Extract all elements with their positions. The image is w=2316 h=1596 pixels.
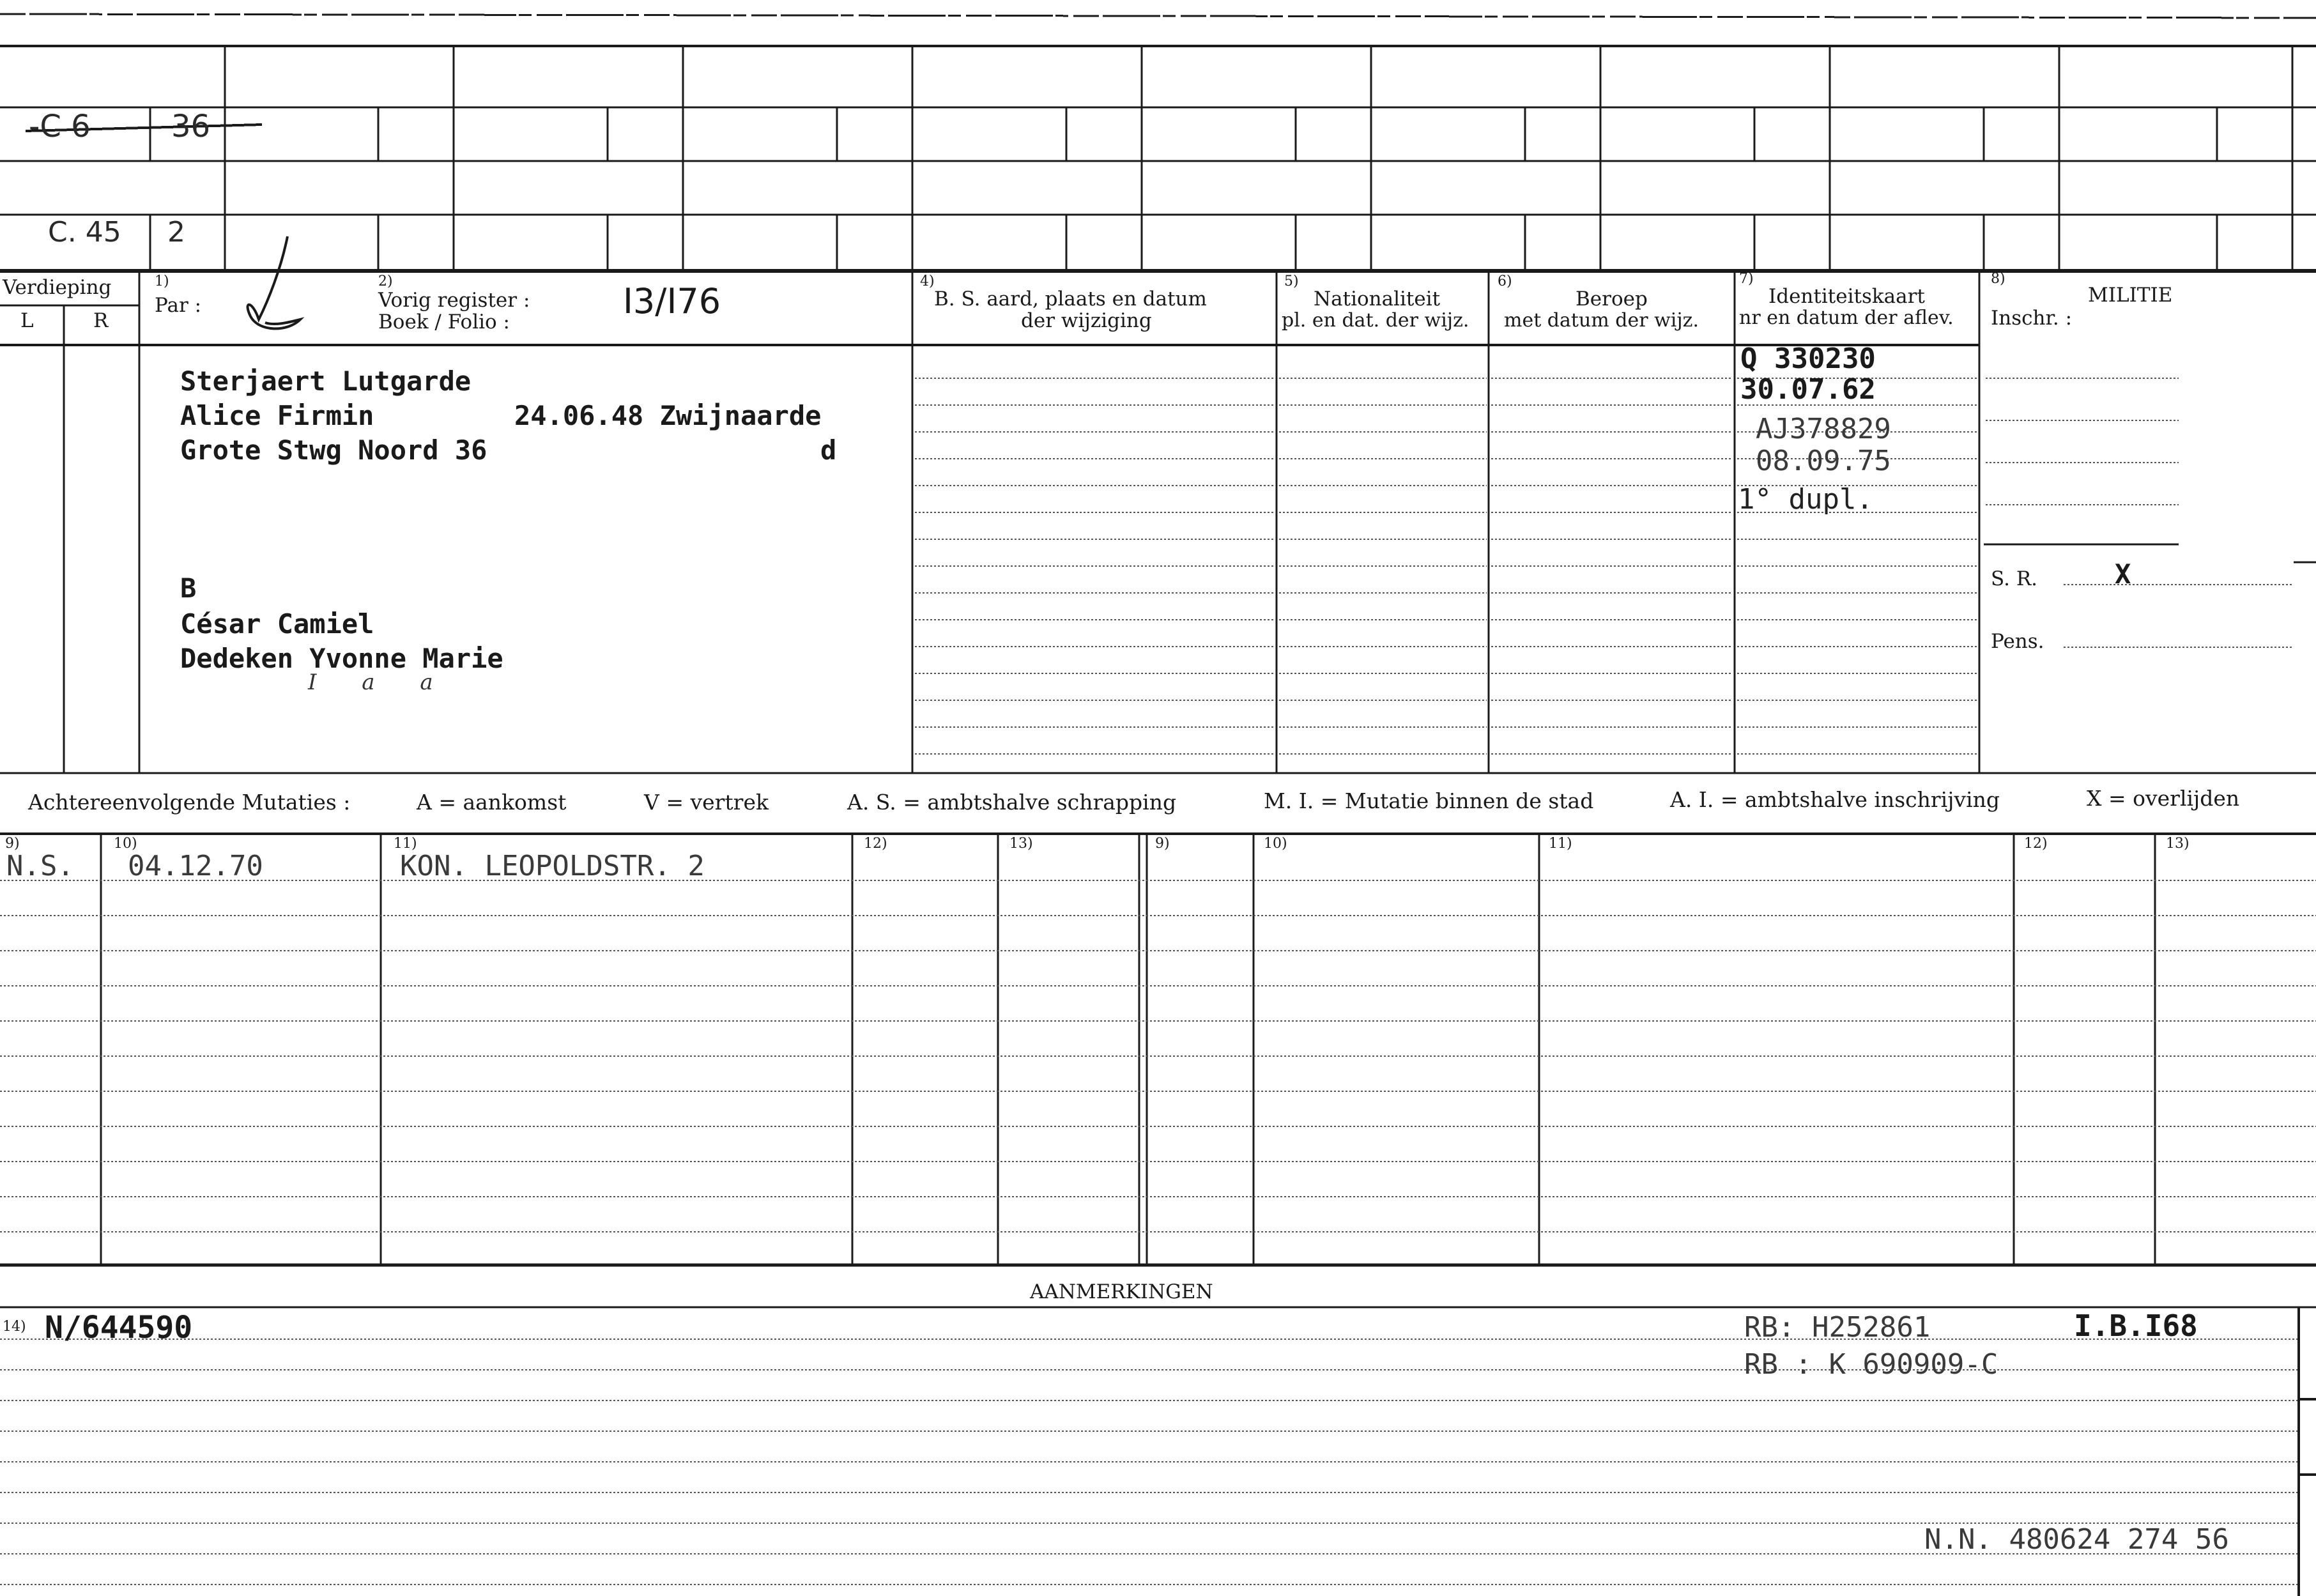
id-card-duplicate: 1° dupl. <box>1738 483 1873 516</box>
par-label: Par : <box>155 294 202 317</box>
remarks-reference: N/644590 <box>45 1310 193 1346</box>
id-card-date-1: 30.07.62 <box>1740 373 1876 406</box>
person-name-line2: Alice Firmin <box>180 400 374 431</box>
national-number: N.N. 480624 274 56 <box>1924 1523 2229 1556</box>
field-number-7: 7) <box>1739 271 1754 287</box>
mut-col-10-right: 10) <box>1264 836 1287 852</box>
mut-col-12-left: 12) <box>864 836 887 852</box>
mut-col-9-left: 9) <box>5 836 20 852</box>
mut-col-13-right: 13) <box>2166 836 2189 852</box>
aanmerkingen-title: AANMERKINGEN <box>1030 1280 1213 1303</box>
beroep-header-line1: Beroep <box>1576 288 1648 311</box>
top-grid-code-2: 36 <box>171 109 211 144</box>
remarks-rb-1: RB: H252861 <box>1744 1311 1931 1344</box>
identiteitskaart-header-line1: Identiteitskaart <box>1768 285 1925 308</box>
person-birth: 24.06.48 Zwijnaarde <box>514 400 822 431</box>
handwritten-marks: I a a <box>308 670 433 695</box>
person-mark-d: d <box>820 434 837 466</box>
legend-mutatie-binnen-stad: M. I. = Mutatie binnen de stad <box>1264 788 1594 813</box>
mut-col-11-right: 11) <box>1549 836 1572 852</box>
mut-col-10-left: 10) <box>114 836 137 852</box>
parents-b-label: B <box>180 572 197 604</box>
par-signature-mark <box>248 236 300 328</box>
mut-col-11-left: 11) <box>394 836 417 852</box>
field-number-14: 14) <box>3 1319 26 1335</box>
bs-header-line2: der wijziging <box>1021 309 1152 332</box>
floor-right-label: R <box>93 309 109 332</box>
legend-ambtshalve-schrapping: A. S. = ambtshalve schrapping <box>847 790 1177 815</box>
sr-value: X <box>2115 558 2131 590</box>
legend-overlijden: X = overlijden <box>2087 786 2240 811</box>
mut-col-13-left: 13) <box>1009 836 1033 852</box>
vorig-register-label: Vorig register : <box>378 289 530 312</box>
id-card-number-1: Q 330230 <box>1740 342 1876 375</box>
sr-label: S. R. <box>1991 567 2038 590</box>
militie-header: MILITIE <box>2088 284 2173 307</box>
mutation-address: KON. LEOPOLDSTR. 2 <box>400 850 705 882</box>
legend-ambtshalve-inschrijving: A. I. = ambtshalve inschrijving <box>1670 787 2000 812</box>
father-name: César Camiel <box>180 608 374 640</box>
nationaliteit-header-line2: pl. en dat. der wijz. <box>1282 309 1469 332</box>
beroep-header-line2: met datum der wijz. <box>1504 309 1699 332</box>
top-grid-code-3: C. 45 <box>48 216 121 249</box>
field-number-4: 4) <box>920 273 935 289</box>
remarks-ib: I.B.I68 <box>2074 1308 2198 1343</box>
field-number-1: 1) <box>155 273 169 289</box>
id-card-number-2: AJ378829 <box>1756 413 1891 445</box>
legend-title: Achtereenvolgende Mutaties : <box>28 790 351 815</box>
mutation-date: 04.12.70 <box>128 850 263 882</box>
person-name-line1: Sterjaert Lutgarde <box>180 365 472 397</box>
legend-aankomst: A = aankomst <box>417 790 567 815</box>
floor-left-label: L <box>20 309 34 332</box>
top-grid-code-4: 2 <box>167 216 185 249</box>
bs-header-line1: B. S. aard, plaats en datum <box>934 288 1207 311</box>
legend-vertrek: V = vertrek <box>644 790 769 815</box>
pens-label: Pens. <box>1991 630 2044 653</box>
mutation-type: N.S. <box>6 850 74 882</box>
field-number-6: 6) <box>1498 273 1512 289</box>
mut-col-9-right: 9) <box>1155 836 1170 852</box>
top-grid-code-1: -C 6 <box>29 109 91 144</box>
verdieping-label: Verdieping <box>3 276 112 299</box>
person-address: Grote Stwg Noord 36 <box>180 434 487 466</box>
mother-name: Dedeken Yvonne Marie <box>180 643 503 674</box>
militie-inschr-label: Inschr. : <box>1991 307 2073 330</box>
identiteitskaart-header-line2: nr en datum der aflev. <box>1739 307 1954 329</box>
field-number-2: 2) <box>378 273 393 289</box>
mut-col-12-right: 12) <box>2024 836 2048 852</box>
remarks-rb-2: RB : K 690909-C <box>1744 1348 1998 1381</box>
boek-folio-label: Boek / Folio : <box>378 311 510 334</box>
register-value: I3/I76 <box>623 281 721 321</box>
nationaliteit-header-line1: Nationaliteit <box>1314 288 1441 311</box>
field-number-8: 8) <box>1991 271 2005 287</box>
field-number-5: 5) <box>1284 273 1299 289</box>
id-card-date-2: 08.09.75 <box>1756 445 1891 477</box>
